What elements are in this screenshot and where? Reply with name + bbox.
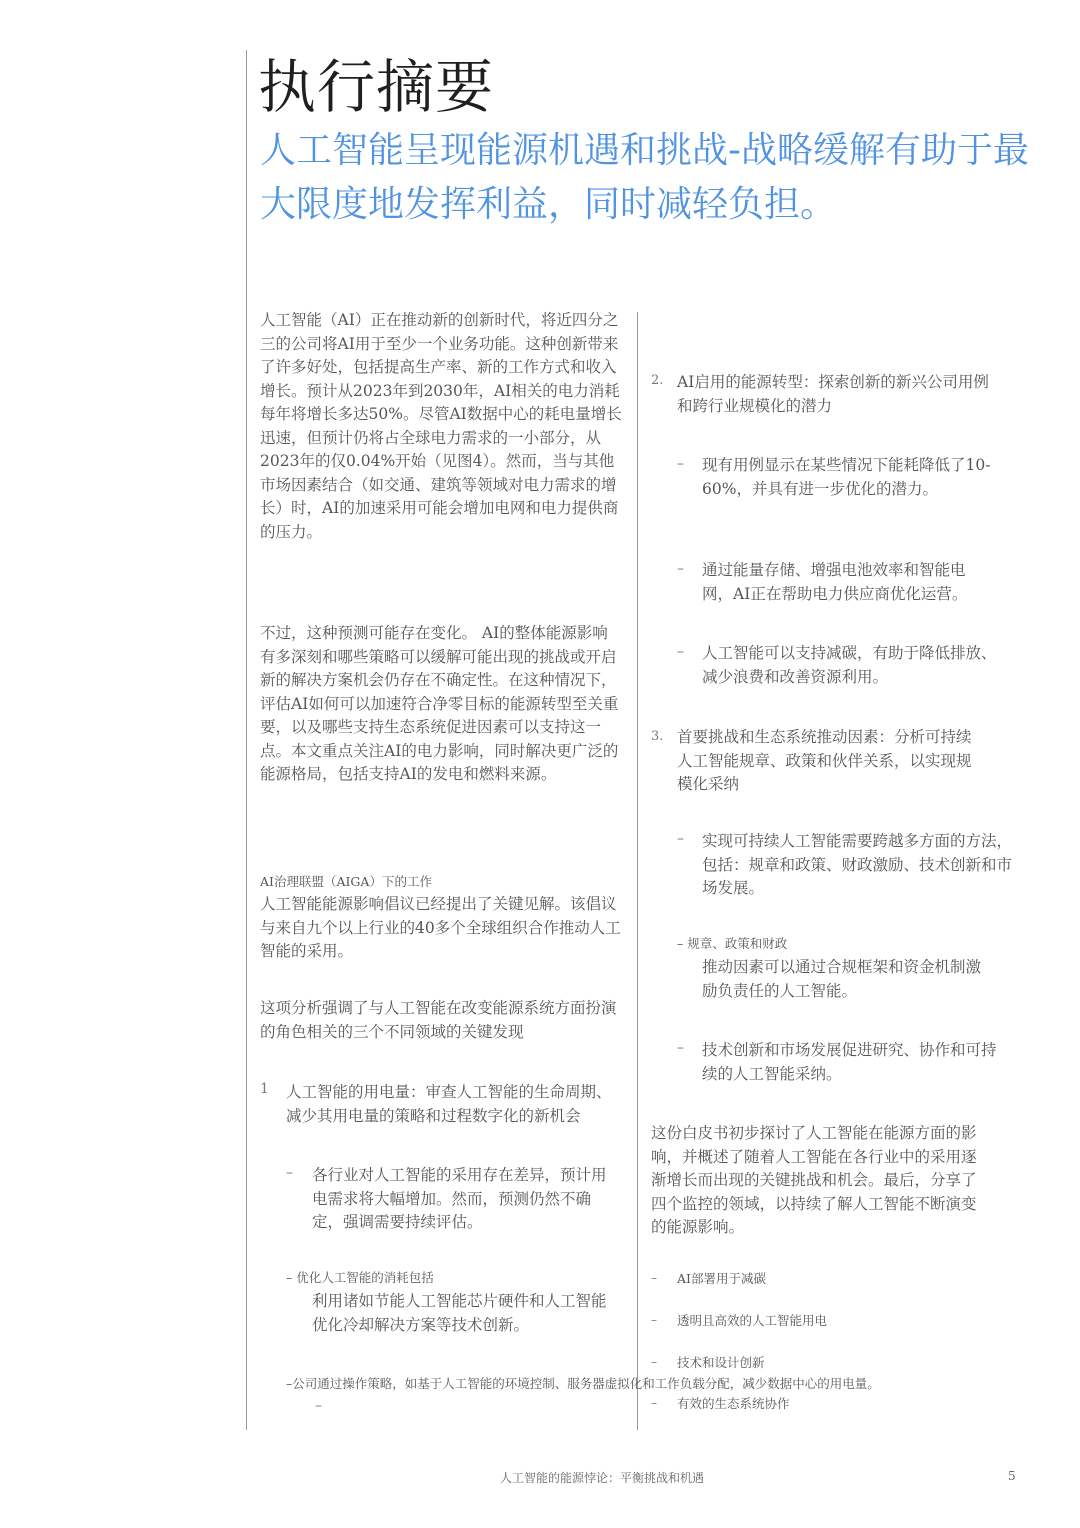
aiga-paragraph: 人工智能能源影响倡议已经提出了关键见解。该倡议与来自九个以上行业的40多个全球组织合作推动人工智能的采用。 (260, 895, 621, 960)
bullet-dash: – (677, 831, 684, 847)
finding-1-sub-text: 利用诸如节能人工智能芯片硬件和人工智能优化冷却解决方案等技术创新。 (312, 1292, 607, 1334)
finding-3-sub-text: 推动因素可以通过合规框架和资金机制激励负责任的人工智能。 (702, 958, 982, 1000)
bullet-dash: – (651, 1313, 657, 1327)
bullet-dash: – (677, 644, 684, 660)
finding-1-operations: –公司通过操作策略，如基于人工智能的环境控制、服务器虚拟化和工作负载分配，减少数据中心的用电量。 (286, 1376, 880, 1391)
bullet-dash: – (677, 456, 684, 472)
page-number: 5 (1008, 1469, 1016, 1483)
finding-2-text: AI启用的能源转型：探索创新的新兴公司用例和跨行业规模化的潜力 (677, 373, 989, 415)
finding-1-bullet-1: 各行业对人工智能的采用存在差异，预计用电需求将大幅增加。然而，预测仍然不确定，强调需要持续评估。 (312, 1166, 607, 1231)
finding-2-bullet-3: 人工智能可以支持减碳，有助于降低排放、减少浪费和改善资源利用。 (702, 644, 997, 686)
bullet-dash: – (677, 1040, 684, 1056)
finding-3-sub-label: – 规章、政策和财政 (677, 936, 788, 951)
uncertainty-paragraph: 不过，这种预测可能存在变化。 AI的整体能源影响有多深刻和哪些策略可以缓解可能出现的挑战或开启新的解决方案机会仍存在不确定性。在这种情况下，评估AI如何可以加速符合净零目标的能源转型至关重要，以及哪些支持生态系统促进因素可以支持这一点。本文重点关注AI的电力影响，同时解决更广泛的能源格局，包括支持AI的发电和燃料来源。 (260, 624, 619, 783)
column-divider (637, 312, 638, 1430)
page-title: 执行摘要 (258, 53, 495, 121)
footer-title: 人工智能的能源悖论：平衡挑战和机遇 (500, 1471, 705, 1485)
list-number-2: 2. (651, 373, 664, 388)
trailing-dash: – (315, 1398, 322, 1414)
finding-2-bullet-1: 现有用例显示在某些情况下能耗降低了10-60%，并具有进一步优化的潜力。 (702, 456, 991, 498)
list-number-1: 1 (260, 1081, 269, 1097)
bullet-dash: – (677, 561, 684, 577)
intro-paragraph: 人工智能（AI）正在推动新的创新时代，将近四分之三的公司将AI用于至少一个业务功能。这种创新带来了许多好处，包括提高生产率、新的工作方式和收入增长。预计从2023年到2030年，AI相关的电力消耗每年将增长多达50%。尽管AI数据中心的耗电量增长迅速，但预计仍将占全球电力需求的一小部分，从2023年的仅0.04%开始（见图4）。然而，当与其他市场因素结合（如交通、建筑等领域对电力需求的增长）时，AI的加速采用可能会增加电网和电力提供商的压力。 (260, 311, 622, 541)
monitor-area-1: AI部署用于减碳 (677, 1271, 766, 1286)
monitor-area-4: 有效的生态系统协作 (677, 1396, 790, 1411)
bullet-dash: – (651, 1355, 657, 1369)
finding-1-sub-label: – 优化人工智能的消耗包括 (286, 1270, 434, 1285)
bullet-dash: – (651, 1271, 657, 1285)
finding-3-bullet-2: 技术创新和市场发展促进研究、协作和可持续的人工智能采纳。 (702, 1041, 997, 1083)
bullet-dash: – (286, 1165, 293, 1181)
finding-3-bullet-1: 实现可持续人工智能需要跨越多方面的方法，包括：规章和政策、财政激励、技术创新和市场发展。 (702, 832, 1013, 897)
analysis-paragraph: 这项分析强调了与人工智能在改变能源系统方面扮演的角色相关的三个不同领域的关键发现 (260, 999, 617, 1041)
aiga-label: AI治理联盟（AIGA）下的工作 (260, 874, 432, 889)
finding-3-text: 首要挑战和生态系统推动因素：分析可持续人工智能规章、政策和伙伴关系，以实现规模化采纳 (677, 728, 972, 793)
bullet-dash: – (651, 1396, 657, 1410)
finding-2-bullet-2: 通过能量存储、增强电池效率和智能电网，AI正在帮助电力供应商优化运营。 (702, 561, 968, 603)
finding-1-text: 人工智能的用电量：审查人工智能的生命周期、减少其用电量的策略和过程数字化的新机会 (286, 1083, 612, 1125)
list-number-3: 3. (651, 729, 664, 744)
monitor-area-2: 透明且高效的人工智能用电 (677, 1313, 828, 1328)
left-margin-rule (246, 50, 247, 1430)
whitepaper-paragraph: 这份白皮书初步探讨了人工智能在能源方面的影响，并概述了随着人工智能在各行业中的采用逐渐增长而出现的关键挑战和机会。最后，分享了四个监控的领域，以持续了解人工智能不断演变的能源影响。 (651, 1124, 977, 1236)
monitor-area-3: 技术和设计创新 (677, 1355, 765, 1370)
page-subtitle: 人工智能呈现能源机遇和挑战-战略缓解有助于最大限度地发挥利益，同时减轻负担。 (260, 130, 1029, 225)
